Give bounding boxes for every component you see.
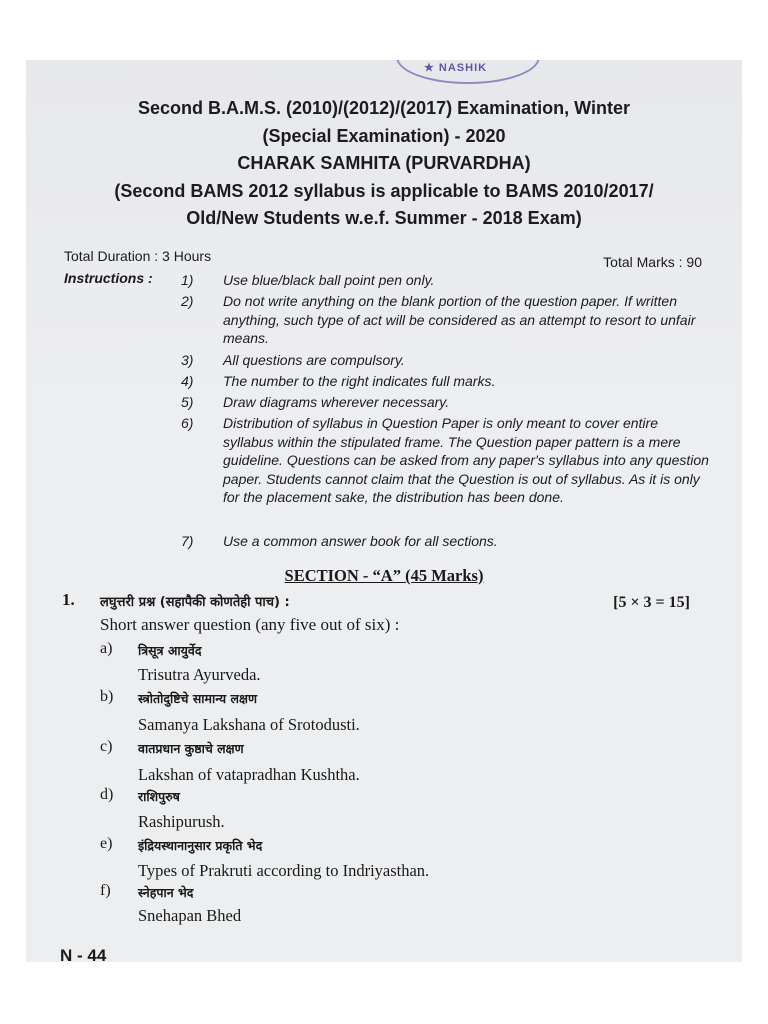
instruction-text: The number to the right indicates full marks.: [223, 373, 496, 389]
syllabus-note-line1: (Second BAMS 2012 syllabus is applicable to BAMS 2010/2017/: [114, 181, 654, 201]
total-duration: Total Duration : 3 Hours: [64, 248, 212, 264]
sub-question-marathi: त्रिसूत्र आयुर्वेद: [138, 643, 202, 658]
sub-question-letter: c): [100, 738, 113, 755]
question-english: Short answer question (any five out of six) :: [100, 615, 400, 634]
section-a-heading: SECTION - “A” (45 Marks): [284, 566, 484, 585]
total-marks: Total Marks : 90: [603, 254, 702, 270]
sub-question-marathi: राशिपुरुष: [138, 789, 180, 804]
exam-paper-page: [26, 60, 742, 962]
sub-question-marathi: स्त्रोतोदुष्टिचे सामान्य लक्षण: [138, 691, 257, 706]
sub-question-english: Types of Prakruti according to Indriyasthan.: [138, 861, 430, 880]
syllabus-note-line2: Old/New Students w.e.f. Summer - 2018 Exam): [186, 208, 582, 228]
sub-question-letter: f): [100, 882, 111, 899]
sub-question-english: Trisutra Ayurveda.: [138, 665, 261, 684]
instruction-number: 1): [181, 272, 194, 288]
instruction-item: [181, 532, 711, 551]
instruction-text: All questions are compulsory.: [223, 352, 405, 368]
instructions-label: Instructions :: [64, 270, 153, 286]
question-marks: [5 × 3 = 15]: [613, 594, 690, 611]
subject-title: CHARAK SAMHITA (PURVARDHA): [237, 153, 531, 173]
instruction-text: Draw diagrams wherever necessary.: [223, 394, 450, 410]
paper-code: N - 44: [60, 946, 107, 962]
instruction-number: 7): [181, 533, 194, 549]
instruction-number: 4): [181, 373, 194, 389]
instruction-item: [181, 393, 711, 412]
instruction-item: [181, 372, 711, 391]
question-number: 1.: [62, 590, 75, 609]
instruction-text: Distribution of syllabus in Question Paper is only meant to cover entire syllabus within the stipulated frame. The Question paper pattern is a mere guideline. Questions can be asked from any paper's syllabus into any question paper. Students cannot claim that the Question is out of syllabus. As it is only for the placement sake, the distribution has been done.: [223, 415, 709, 505]
sub-question-letter: a): [100, 640, 113, 657]
sub-question-letter: d): [100, 786, 114, 803]
sub-question-marathi: इंद्रियस्थानानुसार प्रकृति भेद: [138, 838, 263, 853]
instruction-item: [181, 271, 711, 290]
instruction-number: 5): [181, 394, 194, 410]
instruction-text: Use a common answer book for all sections.: [223, 533, 498, 549]
instruction-number: 3): [181, 352, 194, 368]
instruction-text: Do not write anything on the blank portion of the question paper. If written anything, such type of act will be considered as an attempt to resort to unfair means.: [223, 293, 696, 346]
sub-question-english: Rashipurush.: [138, 812, 225, 831]
instruction-item: [181, 414, 711, 507]
sub-question-letter: e): [100, 835, 113, 852]
sub-question-marathi: स्नेहपान भेद: [138, 885, 194, 900]
sub-question-english: Samanya Lakshana of Srotodusti.: [138, 715, 360, 734]
question-marathi: लघुत्तरी प्रश्न (सहापैकी कोणतेही पाच) :: [100, 595, 290, 610]
exam-subtitle: (Special Examination) - 2020: [262, 126, 506, 146]
sub-question-english: Lakshan of vatapradhan Kushtha.: [138, 765, 360, 784]
exam-title: Second B.A.M.S. (2010)/(2012)/(2017) Examination, Winter: [138, 98, 630, 118]
instruction-text: Use blue/black ball point pen only.: [223, 272, 435, 288]
seal-text: ★ NASHIK: [424, 62, 488, 74]
instruction-item: [181, 292, 711, 348]
sub-question-english: Snehapan Bhed: [138, 906, 242, 925]
instruction-item: [181, 351, 711, 370]
instruction-number: 6): [181, 415, 194, 431]
instruction-number: 2): [181, 293, 194, 309]
sub-question-letter: b): [100, 688, 114, 705]
sub-question-marathi: वातप्रधान कुष्ठाचे लक्षण: [138, 741, 244, 756]
